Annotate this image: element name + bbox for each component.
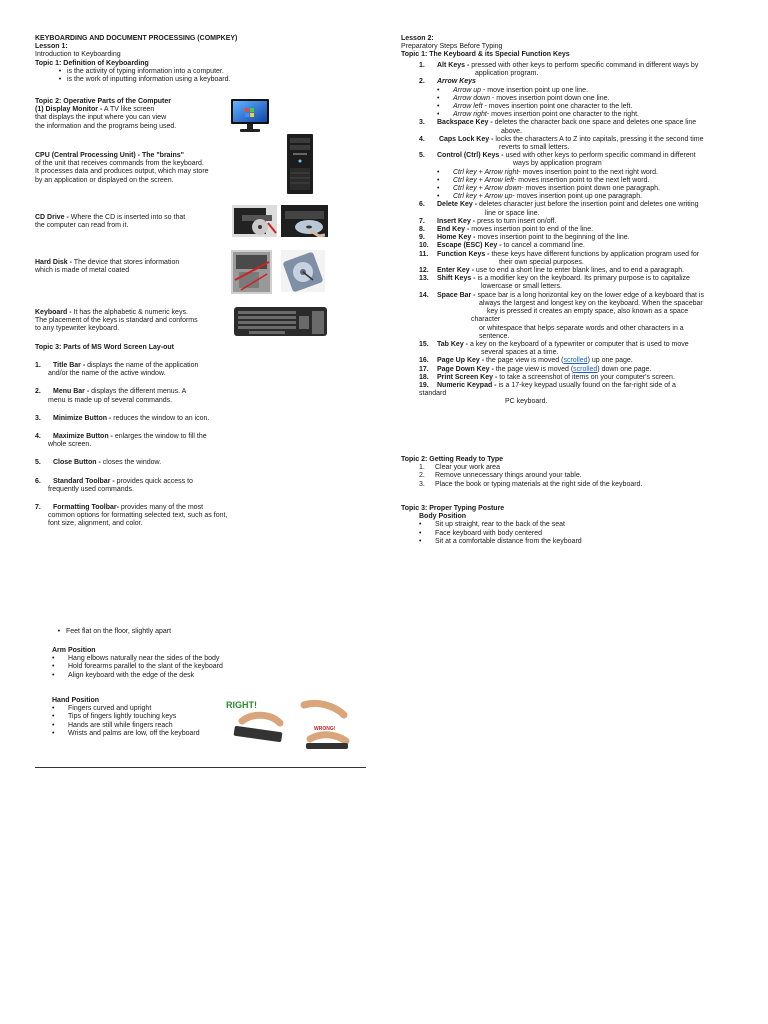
- list-item: 13. Shift Keys - is a modifier key on the keyboard. Its primary purpose is to capitalize lowercase or small letters.: [419, 275, 690, 291]
- list-item: 4. Caps Lock Key - locks the characters A to Z into capitals, pressing it the second time reverts to small letters.: [419, 135, 704, 152]
- topic3-block: [35, 344, 174, 352]
- list-item: 2. Remove unnecessary things around your table.: [419, 472, 582, 480]
- list-item: 3. Minimize Button - reduces the window to an icon.: [35, 414, 210, 422]
- topic2-heading: Topic 2: Operative Parts of the Computer: [35, 98, 172, 105]
- list-item: 5. Control (Ctrl) Keys - used with other keys to perform specific command in different ways by application program • Ctrl key + Arrow right- moves insertion point to the next right word. • Ctrl key + Arrow left- moves insertion point to the next left word. • Ctrl key + Arrow down- moves insertion point down one paragraph. • Ctrl key + Arrow up- moves insertion point up one paragraph.: [419, 152, 696, 201]
- list-item: 9. Home Key - moves insertion point to the beginning of the line.: [419, 234, 630, 242]
- list-item: • is the activity of typing information into a computer.: [58, 67, 224, 75]
- list-item: • Hang elbows naturally near the sides of the body: [52, 655, 220, 663]
- doc-title: KEYBOARDING AND DOCUMENT PROCESSING (COMPKEY): [35, 35, 238, 42]
- list-item: • Sit at a comfortable distance from the keyboard: [419, 537, 582, 545]
- list-item: • Hold forearms parallel to the slant of the keyboard: [52, 663, 223, 671]
- lesson1-label: Lesson 1:: [35, 43, 68, 51]
- right-heading: [401, 35, 570, 60]
- cd-block: CD Drive - Where the CD is inserted into so that the computer can read from it.: [35, 214, 186, 230]
- body-position-heading: Body Position: [419, 513, 467, 521]
- list-item: 14. Space Bar - space bar is a long horizontal key on the lower edge of a keyboard that is always the largest and longest key on the keyboard. When the spacebar key is pressed it creates an empty space, also known as a space character or whitespace that helps separate words and other characters in a sentence.: [419, 291, 704, 340]
- list-item: • is the work of inputting information using a keyboard.: [58, 76, 231, 84]
- list-item: 15. Tab Key - a key on the keyboard of a typewriter or computer that is used to move several spaces at a time.: [419, 340, 689, 357]
- feet-item: • Feet flat on the floor, slightly apart: [57, 628, 172, 635]
- cd-drive-image: [232, 205, 277, 237]
- hard-disk-case-image: [231, 250, 272, 294]
- list-item: 2. Arrow Keys • Arrow up - move insertion point up one line. • Arrow down - moves insertion point down one line. • Arrow left - moves insertion point one character to the left. • Arrow right- moves insertion point one character to the right.: [419, 78, 639, 119]
- definition-list: [35, 68, 237, 84]
- list-item: 19. Numeric Keypad - is a 17-key keypad usually found on the far-right side of a standard PC keyboard.: [419, 381, 676, 406]
- right-label: RIGHT!: [226, 700, 257, 710]
- list-item: 16. Page Up Key - the page view is moved (scrolled) up one page.: [419, 357, 633, 365]
- list-item: 11. Function Keys - these keys have different functions by application program used for their own special purposes.: [419, 250, 700, 266]
- list-item: • Wrists and palms are low, off the keyboard: [52, 729, 200, 737]
- scrolled-link[interactable]: scrolled: [573, 365, 598, 373]
- list-item: 2. Menu Bar - displays the different menus. A menu is made up of several commands.: [35, 388, 187, 404]
- list-item: 10. Escape (ESC) Key - to cancel a command line.: [419, 242, 585, 250]
- posture-block: [401, 505, 582, 546]
- monitor-desc-line: that displays the input where you can view: [35, 114, 167, 122]
- list-item: • Align keyboard with the edge of the desk: [52, 671, 195, 679]
- list-item: • Hands are still while fingers reach: [52, 721, 173, 729]
- lesson2-label: Lesson 2:: [401, 35, 434, 42]
- hand-position-block: [52, 697, 200, 738]
- list-item: 5. Close Button - closes the window.: [35, 459, 162, 467]
- wrong-label: WRONG!: [314, 726, 336, 732]
- right-topic2-heading: Topic 2: Getting Ready to Type: [401, 456, 504, 463]
- cpu-tower-image: [285, 133, 315, 195]
- list-item: • Sit up straight, rear to the back of the seat: [419, 521, 565, 529]
- monitor-image: [230, 97, 270, 135]
- lesson2-subtitle: Preparatory Steps Before Typing: [401, 43, 503, 51]
- list-item: 4. Maximize Button - enlarges the window to fill the whole screen.: [35, 433, 207, 449]
- monitor-desc-line: the information and the programs being used.: [35, 122, 177, 130]
- list-item: 18. Print Screen Key - to take a screenshot of items on your computer's screen.: [419, 373, 675, 381]
- scrolled-link[interactable]: scrolled: [563, 357, 588, 365]
- list-item: 1. Clear your work area: [419, 464, 500, 472]
- list-item: 17. Page Down Key - the page view is moved (scrolled) down one page.: [419, 365, 652, 373]
- right-topic3-heading: Topic 3: Proper Typing Posture: [401, 505, 505, 512]
- monitor-desc: (1) Display Monitor - A TV like screen: [35, 106, 155, 114]
- list-item: 6. Standard Toolbar - provides quick access to frequently used commands.: [35, 477, 193, 493]
- list-item: 6. Delete Key - deletes character just before the insertion point and deletes one writing line or space line.: [419, 201, 699, 217]
- topic1-heading: Topic 1: Definition of Keyboarding: [35, 59, 149, 67]
- list-item: • Fingers curved and upright: [52, 705, 152, 713]
- list-item: 7. Insert Key - press to turn insert on/off.: [419, 217, 557, 225]
- list-item: 1. Title Bar - displays the name of the application and/or the name of the active window.: [35, 362, 199, 378]
- list-item: • Face keyboard with body centered: [419, 529, 543, 537]
- ready-block: [401, 456, 642, 489]
- arm-position-block: [52, 647, 223, 680]
- list-item: 12. Enter Key - use to end a short line to enter blank lines, and to end a paragraph.: [419, 267, 685, 275]
- keyboard-image: [233, 305, 328, 338]
- lesson1-subtitle: Introduction to Keyboarding: [35, 51, 121, 59]
- left-heading: [35, 35, 237, 84]
- cd-disc-image: [281, 205, 328, 237]
- list-item: 8. End Key - moves insertion point to end of the line.: [419, 226, 594, 234]
- special-keys-list: [419, 62, 735, 407]
- keyboard-block: Keyboard - It has the alphabetic & numeric keys. The placement of the keys is standard and conforms to any typewriter keyboard.: [35, 309, 198, 333]
- list-item: • Tips of fingers lightly touching keys: [52, 713, 177, 721]
- right-topic1-heading: Topic 1: The Keyboard & its Special Function Keys: [401, 51, 570, 59]
- list-item: 1. Alt Keys - pressed with other keys to perform specific command in different ways by application program.: [419, 62, 699, 78]
- hard-disk-block: Hard Disk - The device that stores information which is made of metal coated: [35, 259, 180, 275]
- bottom-divider: [35, 767, 366, 768]
- list-item: 3. Place the book or typing materials at the right side of the keyboard.: [419, 480, 643, 488]
- arm-position-heading: Arm Position: [52, 647, 96, 654]
- list-item: 7. Formatting Toolbar- provides many of the most common options for formatting selected text, such as font, font size, alignment, and color.: [35, 504, 228, 528]
- cpu-block: CPU (Central Processing Unit) - The "brains" of the unit that receives commands from the keyboard. It processes data and produces output, which may store by an application or displayed on the screen.: [35, 152, 209, 184]
- list-item: 3. Backspace Key - deletes the character back one space and deletes one space line above.: [419, 119, 697, 135]
- hand-position-heading: Hand Position: [52, 697, 100, 704]
- topic3-heading: Topic 3: Parts of MS Word Screen Lay-out: [35, 344, 174, 351]
- word-parts-list: [35, 362, 265, 529]
- hard-disk-drive-image: [281, 250, 325, 292]
- hand-position-image: [222, 697, 352, 752]
- topic2-block: [35, 98, 176, 131]
